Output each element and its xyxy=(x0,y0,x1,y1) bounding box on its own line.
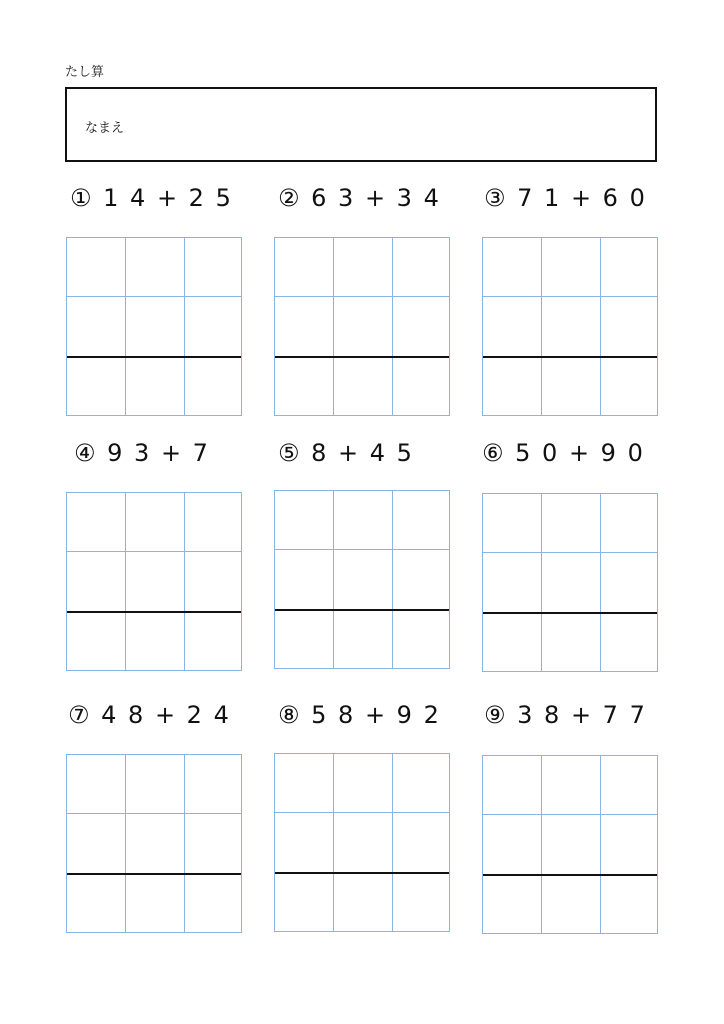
grid-column-divider xyxy=(184,493,185,670)
grid-column-divider xyxy=(392,491,393,668)
grid-column-divider xyxy=(541,494,542,671)
answer-grid[interactable] xyxy=(66,237,242,416)
sum-line xyxy=(275,609,449,611)
grid-column-divider xyxy=(125,493,126,670)
problem-label: ⑦ 4 8 + 2 4 xyxy=(68,701,231,729)
grid-column-divider xyxy=(184,755,185,932)
grid-row-divider xyxy=(483,296,657,297)
grid-column-divider xyxy=(333,491,334,668)
grid-row-divider xyxy=(275,812,449,813)
grid-row-divider xyxy=(67,296,241,297)
grid-column-divider xyxy=(600,494,601,671)
sum-line xyxy=(67,356,241,358)
answer-grid[interactable] xyxy=(482,755,658,934)
grid-column-divider xyxy=(125,238,126,415)
problem-label: ② 6 3 + 3 4 xyxy=(278,184,441,212)
problem-label: ③ 7 1 + 6 0 xyxy=(484,184,647,212)
grid-row-divider xyxy=(483,814,657,815)
name-field[interactable] xyxy=(65,87,657,162)
answer-grid[interactable] xyxy=(66,492,242,671)
grid-row-divider xyxy=(67,551,241,552)
grid-column-divider xyxy=(392,238,393,415)
grid-column-divider xyxy=(184,238,185,415)
grid-row-divider xyxy=(275,296,449,297)
sum-line xyxy=(67,873,241,875)
grid-column-divider xyxy=(333,238,334,415)
grid-column-divider xyxy=(600,238,601,415)
worksheet-title: たし算 xyxy=(65,65,105,80)
grid-column-divider xyxy=(541,238,542,415)
sum-line xyxy=(67,611,241,613)
grid-column-divider xyxy=(125,755,126,932)
sum-line xyxy=(275,872,449,874)
answer-grid[interactable] xyxy=(274,237,450,416)
sum-line xyxy=(275,356,449,358)
grid-column-divider xyxy=(333,754,334,931)
grid-row-divider xyxy=(67,813,241,814)
sum-line xyxy=(483,612,657,614)
grid-row-divider xyxy=(275,549,449,550)
problem-label: ⑥ 5 0 + 9 0 xyxy=(482,439,645,467)
sum-line xyxy=(483,356,657,358)
answer-grid[interactable] xyxy=(274,490,450,669)
problem-label: ① 1 4 + 2 5 xyxy=(70,184,233,212)
answer-grid[interactable] xyxy=(274,753,450,932)
problem-label: ⑧ 5 8 + 9 2 xyxy=(278,701,441,729)
answer-grid[interactable] xyxy=(482,237,658,416)
grid-column-divider xyxy=(541,756,542,933)
name-label: なまえ xyxy=(85,121,125,136)
answer-grid[interactable] xyxy=(482,493,658,672)
sum-line xyxy=(483,874,657,876)
grid-row-divider xyxy=(483,552,657,553)
grid-column-divider xyxy=(600,756,601,933)
problem-label: ⑨ 3 8 + 7 7 xyxy=(484,701,647,729)
problem-label: ⑤ 8 + 4 5 xyxy=(278,439,414,467)
answer-grid[interactable] xyxy=(66,754,242,933)
problem-label: ④ 9 3 + 7 xyxy=(74,439,210,467)
grid-column-divider xyxy=(392,754,393,931)
